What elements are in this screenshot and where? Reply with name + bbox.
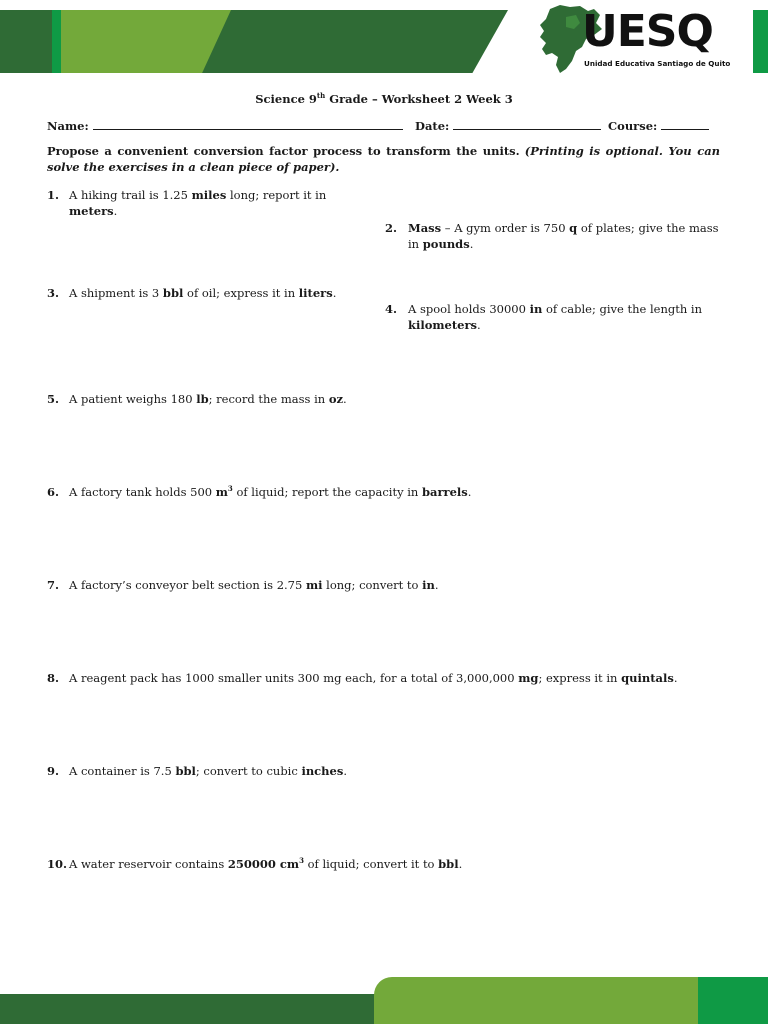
unit-emphasis: m — [215, 485, 228, 499]
question-number: 9. — [47, 764, 60, 778]
unit-emphasis: meters — [69, 204, 114, 218]
question-text-part: A hiking trail is 1.25 — [69, 188, 192, 202]
question-text-part: long; report it in — [226, 188, 327, 202]
name-blank[interactable] — [93, 119, 403, 130]
question-text-part: A shipment is 3 — [69, 286, 163, 300]
unit-emphasis: in — [422, 578, 435, 592]
question-number: 1. — [47, 188, 60, 202]
question-number: 6. — [47, 485, 60, 499]
question-text-part: . — [343, 764, 347, 778]
question-text-part: . — [113, 204, 118, 218]
question-text-part: of liquid; convert it to — [303, 857, 439, 871]
unit-emphasis: mg — [518, 671, 539, 685]
question-text — [69, 670, 727, 686]
unit-emphasis: kilometers — [408, 318, 478, 332]
header-accent-strip — [52, 10, 61, 73]
unit-emphasis: mi — [305, 578, 323, 592]
logo-wordmark: UESQ — [582, 6, 713, 57]
question-text-part: A spool holds 30000 — [408, 302, 530, 316]
logo-subtitle: Unidad Educativa Santiago de Quito — [584, 59, 731, 68]
footer-accent — [698, 977, 768, 1024]
unit-emphasis: bbl — [162, 286, 184, 300]
footer-band-light — [374, 977, 698, 1024]
question-number: 7. — [47, 578, 60, 592]
question-text-part: A reagent pack has 1000 smaller units 300 mg each, for a total of 3,000,000 — [69, 671, 519, 685]
question-text-part: of cable; give the length in — [542, 302, 702, 316]
question-text-part: ; record the mass in — [208, 392, 329, 406]
question-text-part: A patient weighs 180 — [69, 392, 197, 406]
question-text — [69, 763, 697, 779]
question-text-part: ; express it in — [538, 671, 622, 685]
unit-emphasis: oz — [328, 392, 344, 406]
unit-emphasis: 3 — [227, 484, 233, 494]
question-text — [69, 856, 697, 872]
question-text-part: A water reservoir contains — [69, 857, 228, 871]
course-blank[interactable] — [661, 119, 709, 130]
question-number: 3. — [47, 286, 60, 300]
unit-emphasis: bbl — [175, 764, 196, 778]
question-text-part: A factory tank holds 500 — [69, 485, 216, 499]
question-text-part: . — [467, 485, 472, 499]
instructions — [47, 143, 720, 175]
header-right-accent — [753, 10, 768, 73]
unit-emphasis: lb — [196, 392, 209, 406]
name-label: Name: — [47, 119, 89, 133]
question-text-part: . — [673, 671, 678, 685]
course-label: Course: — [608, 119, 658, 133]
question-number: 8. — [47, 671, 60, 685]
instruction-main: Propose a convenient conversion factor process to transform the units. — [47, 144, 520, 158]
question-text — [69, 391, 697, 407]
question-text-part: ; convert to cubic — [195, 764, 302, 778]
unit-emphasis: in — [529, 302, 543, 316]
unit-emphasis: bbl — [438, 857, 459, 871]
question-number: 4. — [385, 302, 398, 316]
name-field[interactable] — [47, 119, 403, 133]
date-field[interactable] — [415, 119, 601, 133]
question-text-part: of plates; give the mass in — [408, 221, 719, 251]
unit-emphasis: barrels — [421, 485, 468, 499]
question-text-part: of oil; express it in — [183, 286, 299, 300]
unit-emphasis: quintals — [621, 671, 674, 685]
worksheet-title: Science 9th Grade – Worksheet 2 Week 3 — [255, 91, 513, 106]
question-text-part: A container is 7.5 — [69, 764, 176, 778]
question-text-part: of liquid; report the capacity in — [232, 485, 422, 499]
question-text-part: . — [477, 318, 481, 332]
question-text — [69, 285, 367, 301]
question-text-part: . — [434, 578, 439, 592]
question-text-part: . — [458, 857, 463, 871]
question-number: 2. — [385, 221, 398, 235]
question-text-part: A factory’s conveyor belt section is 2.75 — [69, 578, 306, 592]
unit-emphasis: liters — [298, 286, 333, 300]
unit-emphasis: Mass — [408, 221, 442, 235]
unit-emphasis: pounds — [422, 237, 470, 251]
unit-emphasis: inches — [301, 764, 344, 778]
question-text-part: long; convert to — [322, 578, 423, 592]
instruction-note: (Printing is optional. You can solve the exercises in a clean piece of paper). — [47, 144, 721, 174]
question-text-part: . — [469, 237, 474, 251]
date-label: Date: — [415, 119, 450, 133]
question-text-part: . — [332, 286, 337, 300]
unit-emphasis: q — [569, 221, 578, 235]
question-number: 5. — [47, 392, 60, 406]
unit-emphasis: 3 — [299, 856, 304, 866]
question-text — [69, 484, 697, 500]
question-number: 10. — [47, 857, 68, 871]
question-text — [69, 187, 367, 219]
date-blank[interactable] — [453, 119, 601, 130]
question-text-part: – A gym order is 750 — [441, 221, 570, 235]
unit-emphasis: miles — [191, 188, 227, 202]
course-field[interactable] — [608, 119, 709, 133]
question-text-part: . — [343, 392, 347, 406]
question-text — [408, 301, 725, 333]
header-band-light — [61, 10, 231, 73]
unit-emphasis: 250000 cm — [227, 857, 300, 871]
question-text — [69, 577, 697, 593]
question-text — [408, 220, 725, 252]
